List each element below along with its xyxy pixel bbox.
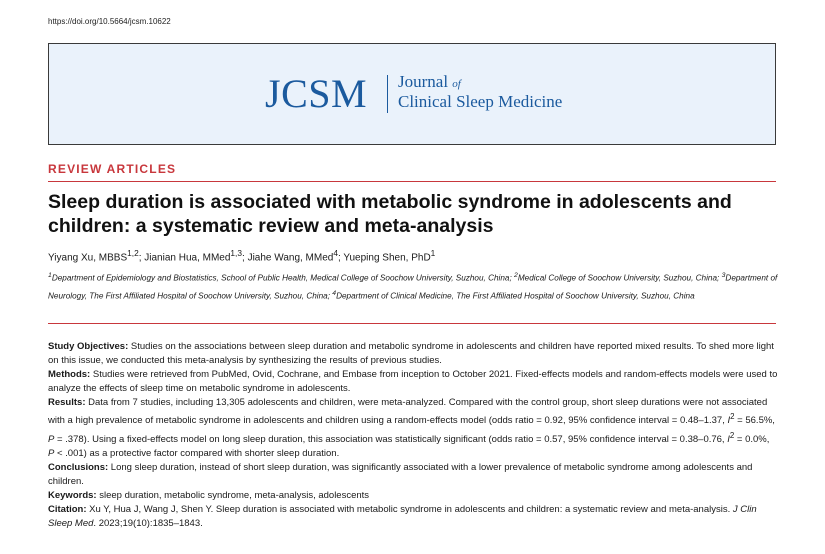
article-title: Sleep duration is associated with metabolic syndrome in adolescents and children: a systematic review and meta-analysis — [48, 191, 732, 237]
affiliations — [48, 268, 783, 304]
affil-sup: 2 — [514, 272, 518, 279]
keywords-label: Keywords: — [48, 490, 97, 502]
abstract-keywords — [48, 489, 778, 503]
affil-text: Department of Epidemiology and Biostatistics, School of Public Health, Medical College of Soochow University, Suzhou, China; — [51, 273, 515, 283]
journal-name-of: of — [452, 78, 461, 90]
methods-label: Methods: — [48, 369, 91, 381]
author-list: Yiyang Xu, MBBS$^{1,2}$; Jianian Hua, MMed$^{1,3}$; Jiahe Wang, MMed$^4$; Yueping Shen, PhD$^1$ — [48, 248, 436, 264]
affil-text: Department of Clinical Medicine, The First Affiliated Hospital of Soochow University, Suzhou, China — [336, 291, 695, 301]
results-text: Data from 7 studies, including 13,305 adolescents and children, were meta-analyzed. Compared with the control group, short sleep durations were not associated with a high prevalence of metabolic syndrome in adolescents and children using a random-effects model (odds ratio = 0.92, 95% confidence interval = 0.48–1.37, — [48, 397, 768, 427]
section-rule — [48, 181, 776, 182]
citation-text: . 2023;19(10):1835–1843. — [93, 518, 203, 530]
conclusions-label: Conclusions: — [48, 462, 109, 474]
results-text: = 56.5%, — [734, 415, 775, 427]
abstract-objectives — [48, 340, 778, 368]
p-symbol: P — [48, 433, 55, 445]
citation-text: Xu Y, Hua J, Wang J, Shen Y. Sleep duration is associated with metabolic syndrome in adolescents and children: a systematic review and meta-analysis. — [86, 504, 733, 516]
affil-sup: 4 — [332, 290, 337, 298]
journal-logo-abbrev: JCSM — [265, 71, 368, 116]
objectives-label: Study Objectives: — [48, 341, 129, 352]
citation-label: Citation: — [48, 504, 87, 516]
abstract — [48, 340, 778, 532]
author-name: Yiyang Xu, MBBS — [48, 252, 128, 264]
journal-name-line2: Clinical Sleep Medicine — [398, 92, 563, 111]
affil-sup: 3 — [721, 272, 726, 279]
affil-sup: 1 — [48, 272, 52, 279]
section-label: REVIEW ARTICLES — [48, 162, 177, 176]
conclusions-text: Long sleep duration, instead of short sleep duration, was significantly associated with a lower prevalence of metabolic syndrome among adolescents and children. — [48, 462, 753, 488]
affil-text: Medical College of Soochow University, Suzhou, China; — [517, 273, 722, 283]
squared-sup: 2 — [729, 430, 735, 440]
logo-divider — [387, 75, 388, 113]
abstract-results — [48, 396, 778, 461]
i-squared-symbol: I — [727, 433, 730, 445]
author-affil-sup: 1,3 — [230, 248, 242, 258]
citation-journal: J Clin Sleep Med — [48, 504, 757, 530]
author-name: Jiahe Wang, MMed — [247, 252, 334, 264]
doi-link[interactable]: https://doi.org/10.5664/jcsm.10622 — [48, 17, 171, 26]
author-affil-sup: 4 — [333, 248, 338, 258]
author-affil-sup: 1,2 — [127, 248, 139, 258]
squared-sup: 2 — [730, 412, 735, 422]
abstract-conclusions — [48, 461, 778, 489]
affil-rule — [48, 323, 776, 324]
abstract-methods — [48, 368, 778, 396]
journal-name-part1: Journal — [398, 72, 449, 91]
methods-text: Studies were retrieved from PubMed, Ovid, Cochrane, and Embase from inception to October 2021. Fixed-effects models and random-effects models were used to analyze the effects of sleep time on metabolic syndrome in adolescents. — [48, 369, 778, 395]
abstract-citation — [48, 503, 778, 531]
journal-name-line1 — [398, 72, 461, 94]
author-name: Jianian Hua, MMed — [144, 252, 231, 264]
i-squared-symbol: I — [727, 415, 731, 427]
p-symbol: P — [48, 447, 55, 459]
affil-text: Department of Neurology, The First Affiliated Hospital of Soochow University, Suzhou, China; — [48, 273, 778, 301]
results-text: = 0.0%, — [734, 433, 770, 445]
results-label: Results: — [48, 397, 86, 409]
results-text: < .001) as a protective factor compared with shorter sleep duration. — [54, 447, 340, 459]
keywords-text: sleep duration, metabolic syndrome, meta-analysis, adolescents — [96, 490, 370, 502]
objectives-text: Studies on the associations between sleep duration and metabolic syndrome in adolescents and children have reported mixed results. To shed more light on this issue, we conducted this meta-analysis by synthesizing the results of previous studies. — [48, 341, 774, 367]
author-name: Yueping Shen, PhD — [343, 252, 431, 264]
results-text: = .378). Using a fixed-effects model on long sleep duration, this association was statistically significant (odds ratio = 0.57, 95% confidence interval = 0.38–0.76, — [54, 433, 728, 445]
author-affil-sup: 1 — [430, 248, 436, 258]
